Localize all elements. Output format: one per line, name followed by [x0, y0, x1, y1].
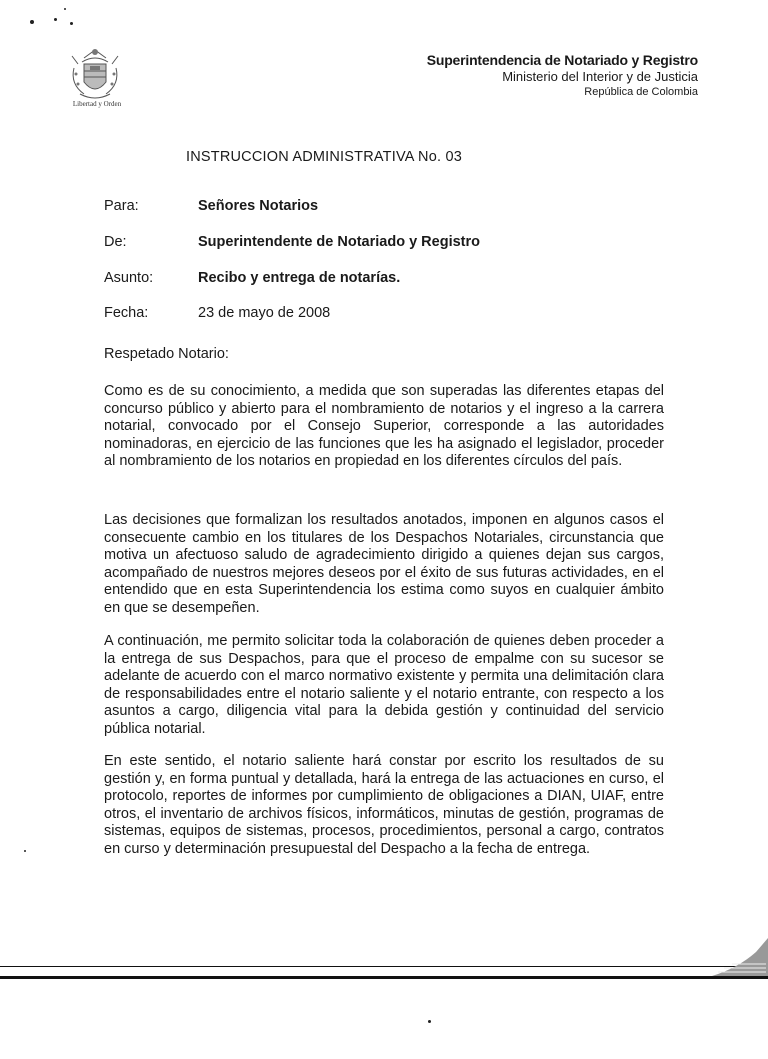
- field-label: Fecha:: [104, 305, 149, 321]
- letterhead: [427, 52, 698, 99]
- field-value: Señores Notarios: [198, 198, 319, 214]
- scan-speck: [64, 8, 66, 10]
- coat-of-arms-icon: [62, 44, 128, 106]
- body-paragraph: En este sentido, el notario saliente hará constar por escrito los resultados de su gestión y, en forma puntual y detallada, hará la entrega de las actuaciones en curso, el protocolo, reportes de informes por cumplimiento de obligaciones a DIAN, UIAF, entre otros, el inventario de archivos físicos, informáticos, minutas de gestión, programas de sistemas, equipos de sistemas, procesos, procedimientos, personal a cargo, contratos en curso y determinación presupuestal del Despacho a la fecha de entrega.: [104, 753, 664, 857]
- footer-rule: [0, 976, 768, 979]
- ministry-name: Ministerio del Interior y de Justicia: [502, 69, 698, 84]
- footer-rule: [0, 966, 768, 967]
- body-paragraph: Las decisiones que formalizan los resultados anotados, imponen en algunos casos el consecuente cambio en los titulares de los Despachos Notariales, circunstancia que motiva un afectuoso saludo de agradecimiento dirigido a quienes dejan sus cargos, acompañado de nuestros mejores deseos por el éxito de sus futuras actividades, en el entendido que en esta Superintendencia los estima como suyos en cualquier ámbito en que se desempeñen.: [104, 512, 664, 616]
- body-paragraph: Como es de su conocimiento, a medida que son superadas las diferentes etapas del concurso público y abierto para el nombramiento de notarios y el ingreso a la carrera notarial, convocado por el Consejo Superior, corresponde a las autoridades nominadoras, en ejercicio de las funciones que les ha asignado el legislador, proceder al nombramiento de los notarios en propiedad en los diferentes círculos del país.: [104, 383, 664, 470]
- country-name: República de Colombia: [584, 86, 698, 98]
- field-label: De:: [104, 234, 127, 250]
- scan-speck: [428, 1020, 431, 1023]
- field-label: Para:: [104, 198, 139, 214]
- scan-speck: [30, 20, 34, 24]
- field-value: 23 de mayo de 2008: [198, 305, 331, 321]
- scan-speck: [70, 22, 73, 25]
- field-para: [104, 198, 318, 214]
- scan-edge-mark: [708, 938, 768, 978]
- field-asunto: [104, 270, 400, 286]
- body-paragraph: A continuación, me permito solicitar toda la colaboración de quienes deben proceder a la entrega de sus Despachos, para que el proceso de empalme con su sucesor se adelante de acuerdo con el marco normativo existente y permita una delimitación clara de responsabilidades entre el notario saliente y el notario entrante, con respecto a los asuntos a cargo, diligencia vital para la debida gestión y continuidad del servicio pública notarial.: [104, 633, 664, 737]
- field-label: Asunto:: [104, 270, 154, 286]
- scan-speck: [54, 18, 57, 21]
- seal-motto: Libertad y Orden: [72, 100, 122, 108]
- institution-name: Superintendencia de Notariado y Registro: [426, 52, 698, 68]
- scan-speck: [24, 850, 26, 852]
- document-title: INSTRUCCION ADMINISTRATIVA No. 03: [186, 149, 462, 165]
- field-fecha: [104, 305, 330, 321]
- field-value: Superintendente de Notariado y Registro: [198, 234, 480, 250]
- field-value: Recibo y entrega de notarías.: [198, 270, 401, 286]
- salutation: Respetado Notario:: [104, 346, 229, 362]
- field-de: [104, 234, 480, 250]
